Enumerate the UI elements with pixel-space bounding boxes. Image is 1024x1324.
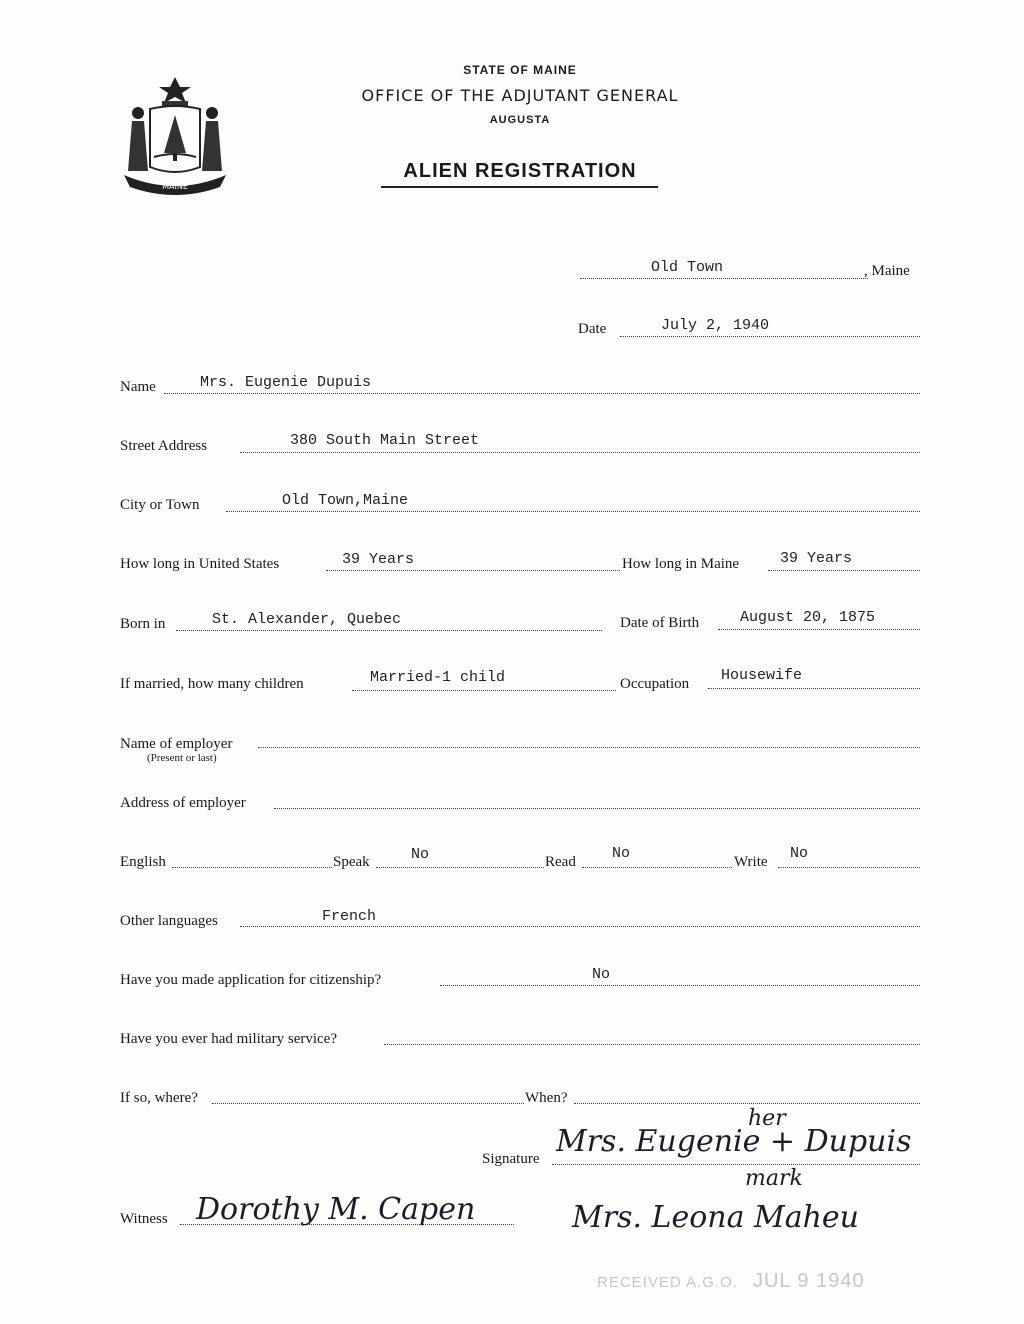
children-label: If married, how many children: [120, 676, 304, 692]
read-label: Read: [545, 854, 576, 870]
read-value: No: [612, 845, 631, 862]
when-label: When?: [525, 1090, 568, 1106]
town-value: Old Town: [651, 259, 724, 276]
write-line: [778, 867, 920, 868]
received-stamp: [597, 1270, 865, 1293]
occupation-value: Housewife: [721, 667, 803, 684]
signature-mark: mark: [745, 1166, 803, 1191]
maine-line: [768, 570, 920, 571]
english-line: [172, 867, 332, 868]
city-value: Old Town,Maine: [282, 492, 409, 509]
witness-label: Witness: [120, 1211, 168, 1227]
where-line: [212, 1103, 524, 1104]
citizenship-label: Have you made application for citizenship?: [120, 972, 382, 988]
born-line: [176, 630, 602, 631]
dob-line: [718, 629, 920, 630]
other-lang-line: [240, 926, 920, 927]
street-value: 380 South Main Street: [290, 432, 480, 449]
street-line: [240, 452, 920, 453]
date-label: Date: [578, 321, 607, 337]
citizenship-line: [440, 985, 920, 986]
town-line: [580, 278, 868, 279]
header-office: OFFICE OF THE ADJUTANT GENERAL: [361, 86, 679, 105]
employer-label: Name of employer: [120, 736, 233, 752]
employer-address-line: [274, 808, 920, 809]
us-value: 39 Years: [342, 551, 415, 568]
signature-value: Mrs. Eugenie + Dupuis: [556, 1124, 912, 1159]
when-line: [574, 1103, 920, 1104]
date-value: July 2, 1940: [661, 317, 770, 334]
received-stamp-label: RECEIVED A.G.O.: [597, 1274, 738, 1291]
dob-value: August 20, 1875: [740, 609, 876, 626]
speak-label: Speak: [333, 854, 370, 870]
header-city: AUGUSTA: [489, 114, 551, 126]
city-line: [226, 511, 920, 512]
write-label: Write: [734, 854, 768, 870]
other-lang-value: French: [322, 908, 377, 925]
form-title: ALIEN REGISTRATION: [403, 160, 637, 182]
name-line: [164, 393, 920, 394]
signature-line: [552, 1164, 920, 1165]
title-underline: [381, 186, 658, 188]
city-label: City or Town: [120, 497, 200, 513]
town-suffix: , Maine: [864, 263, 910, 279]
speak-value: No: [411, 846, 430, 863]
occupation-line: [708, 688, 920, 689]
us-line: [326, 570, 620, 571]
born-value: St. Alexander, Quebec: [212, 611, 402, 628]
other-lang-label: Other languages: [120, 913, 218, 929]
received-stamp-date: JUL 9 1940: [753, 1270, 865, 1292]
employer-sublabel: (Present or last): [147, 752, 217, 764]
read-line: [582, 867, 732, 868]
english-label: English: [120, 854, 166, 870]
street-label: Street Address: [120, 438, 208, 454]
seal-banner-text: MAINE: [162, 182, 188, 191]
children-value: Married-1 child: [370, 669, 506, 686]
dob-label: Date of Birth: [620, 615, 700, 631]
maine-label: How long in Maine: [622, 556, 740, 572]
date-line: [620, 336, 920, 337]
signature-her: her: [748, 1106, 786, 1131]
employer-line: [258, 747, 920, 748]
military-line: [384, 1044, 920, 1045]
born-label: Born in: [120, 616, 166, 632]
header-state: STATE OF MAINE: [463, 63, 577, 77]
write-value: No: [790, 845, 809, 862]
name-value: Mrs. Eugenie Dupuis: [200, 374, 372, 391]
signature-label: Signature: [482, 1151, 540, 1167]
second-witness-signature: Mrs. Leona Maheu: [572, 1200, 860, 1235]
employer-address-label: Address of employer: [120, 795, 246, 811]
where-label: If so, where?: [120, 1090, 198, 1106]
maine-value: 39 Years: [780, 550, 853, 567]
citizenship-value: No: [592, 966, 611, 983]
speak-line: [376, 867, 544, 868]
us-label: How long in United States: [120, 556, 280, 572]
occupation-label: Occupation: [620, 676, 690, 692]
witness-signature: Dorothy M. Capen: [196, 1192, 476, 1227]
children-line: [352, 690, 616, 691]
military-label: Have you ever had military service?: [120, 1031, 337, 1047]
name-label: Name: [120, 379, 156, 395]
